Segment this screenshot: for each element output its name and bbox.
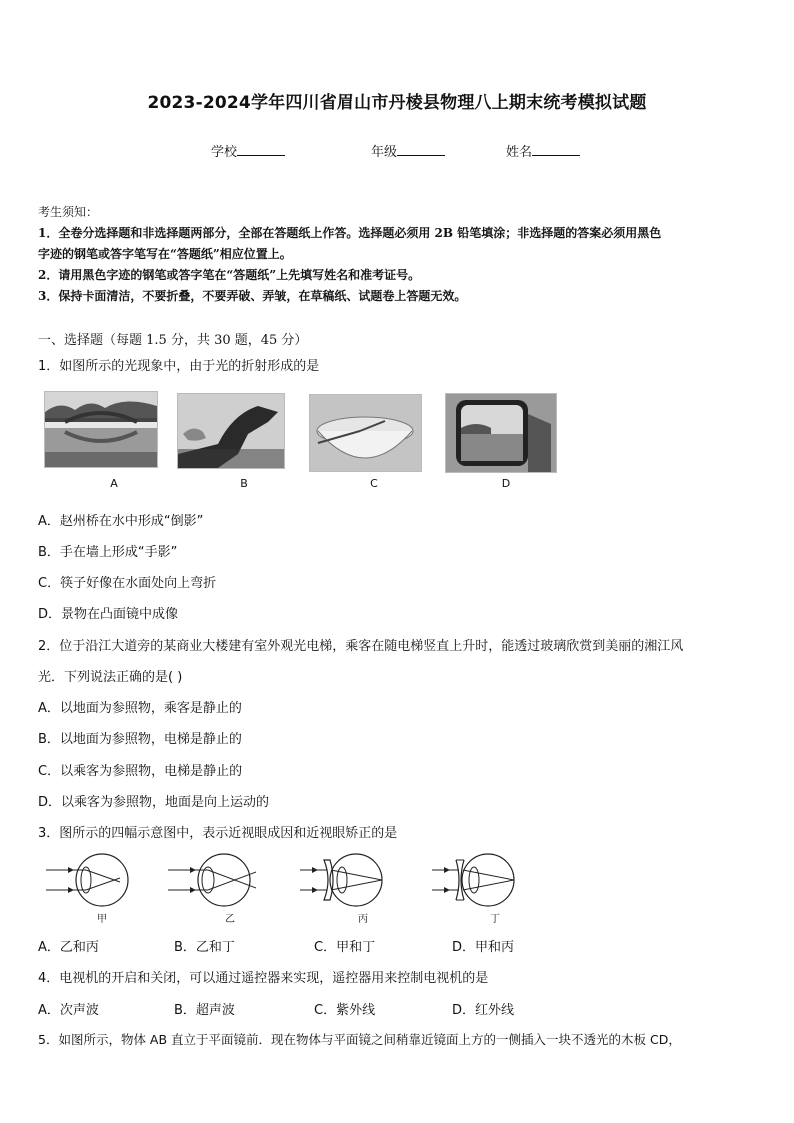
q4-option-d[interactable]: D．红外线 xyxy=(452,1003,515,1018)
grade-label: 年级 xyxy=(371,145,398,160)
notice-item-3: 3．保持卡面清洁，不要折叠，不要弄破、弄皱，在草稿纸、试题卷上答题无效。 xyxy=(38,289,467,303)
q3-option-c[interactable]: C．甲和丁 xyxy=(314,940,376,955)
q5-stem: 5．如图所示，物体 AB 直立于平面镜前．现在物体与平面镜之间稍靠近镜面上方的一侧插入一块不透光的木板 CD， xyxy=(38,1032,681,1047)
q3-eye-label-yi: 乙 xyxy=(225,914,235,925)
q2-option-d[interactable]: D．以乘客为参照物，地面是向上运动的 xyxy=(38,795,270,810)
notice-item-1: 1．全卷分选择题和非选择题两部分，全部在答题纸上作答。选择题必须用 2B 铅笔填涂；非选择题的答案必须用黑色 xyxy=(38,226,662,240)
q3-eye-diagram-bing xyxy=(298,852,390,908)
q1-image-label-c: C xyxy=(370,477,378,490)
page-title: 2023-2024学年四川省眉山市丹棱县物理八上期末统考模拟试题 xyxy=(147,93,647,113)
grade-blank[interactable] xyxy=(397,143,445,156)
school-label: 学校 xyxy=(211,145,238,160)
notice-item-2: 2．请用黑色字迹的钢笔或答字笔在“答题纸”上先填写姓名和准考证号。 xyxy=(38,268,421,282)
q2-stem-line1: 2．位于沿江大道旁的某商业大楼建有室外观光电梯，乘客在随电梯竖直上升时，能透过玻璃欣赏到美丽的湘江风 xyxy=(38,639,684,654)
school-field[interactable] xyxy=(211,141,285,160)
q3-eye-label-jia: 甲 xyxy=(97,914,107,925)
q4-option-b[interactable]: B．超声波 xyxy=(174,1003,235,1018)
q1-stem: 1．如图所示的光现象中，由于光的折射形成的是 xyxy=(38,359,320,374)
q3-eye-label-ding: 丁 xyxy=(490,914,500,925)
q1-image-b-hand-shadow xyxy=(177,393,285,469)
notice-item-1-cont: 字迹的钢笔或答字笔写在“答题纸”相应位置上。 xyxy=(38,247,292,261)
q3-option-a[interactable]: A．乙和丙 xyxy=(38,940,99,955)
q1-image-label-b: B xyxy=(240,477,248,490)
q4-option-a[interactable]: A．次声波 xyxy=(38,1003,99,1018)
q2-option-a[interactable]: A．以地面为参照物，乘客是静止的 xyxy=(38,701,242,716)
q4-option-c[interactable]: C．紫外线 xyxy=(314,1003,376,1018)
q1-image-label-d: D xyxy=(501,477,511,490)
q4-stem: 4．电视机的开启和关闭，可以通过遥控器来实现，遥控器用来控制电视机的是 xyxy=(38,971,489,986)
q3-option-b[interactable]: B．乙和丁 xyxy=(174,940,235,955)
q1-image-c-chopstick-bowl xyxy=(309,394,422,472)
q1-image-label-a: A xyxy=(110,477,118,490)
q1-option-a[interactable]: A．赵州桥在水中形成“倒影” xyxy=(38,514,204,529)
q3-eye-label-bing: 丙 xyxy=(358,914,368,925)
q3-stem: 3．图所示的四幅示意图中，表示近视眼成因和近视眼矫正的是 xyxy=(38,826,398,841)
q3-eye-diagram-yi xyxy=(166,852,258,908)
grade-field[interactable] xyxy=(371,141,445,160)
q1-option-c[interactable]: C．筷子好像在水面处向上弯折 xyxy=(38,576,217,591)
q3-eye-diagram-ding xyxy=(430,852,522,908)
q3-option-d[interactable]: D．甲和丙 xyxy=(452,940,515,955)
section-heading: 一、选择题（每题 1.5 分，共 30 题，45 分） xyxy=(38,333,308,348)
q3-eye-diagram-jia xyxy=(44,852,136,908)
name-field[interactable] xyxy=(506,141,580,160)
name-label: 姓名 xyxy=(506,145,533,160)
q1-image-d-mirror xyxy=(445,393,557,473)
q2-option-c[interactable]: C．以乘客为参照物，电梯是静止的 xyxy=(38,764,243,779)
q2-stem-line2: 光．下列说法正确的是( ) xyxy=(38,670,183,685)
q1-option-d[interactable]: D．景物在凸面镜中成像 xyxy=(38,607,179,622)
q1-image-a-bridge xyxy=(44,391,158,468)
name-blank[interactable] xyxy=(532,143,580,156)
notice-heading: 考生须知： xyxy=(38,205,99,219)
school-blank[interactable] xyxy=(237,143,285,156)
q2-option-b[interactable]: B．以地面为参照物，电梯是静止的 xyxy=(38,732,242,747)
q1-option-b[interactable]: B．手在墙上形成“手影” xyxy=(38,545,178,560)
